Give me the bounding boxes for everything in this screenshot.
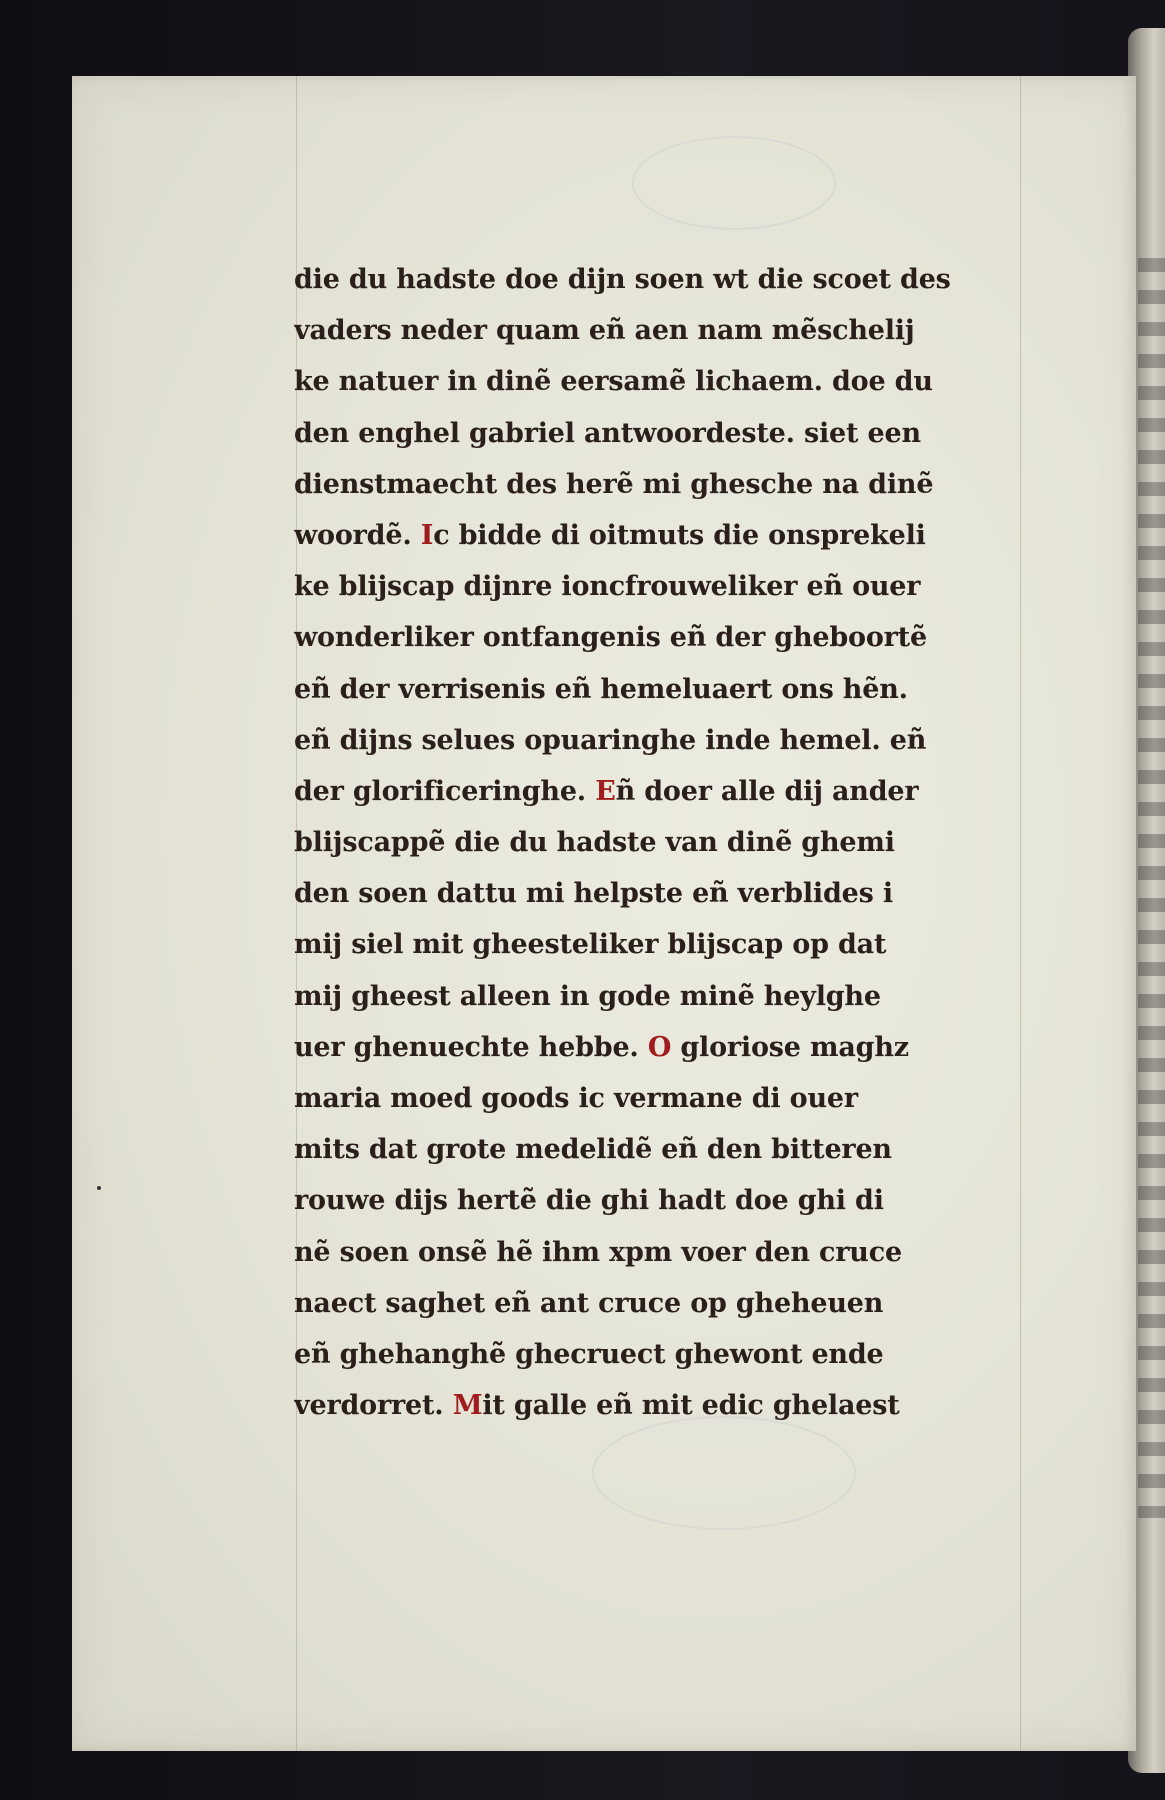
- text-segment: verdorret.: [294, 1390, 453, 1422]
- text-line: blijscappẽ die du hadste van dinẽ ghemi: [294, 827, 895, 859]
- text-line: vaders neder quam eñ aen nam mẽschelij: [294, 315, 915, 347]
- text-line: ke blijscap dijnre ioncfrouweliker eñ ouer: [294, 571, 921, 603]
- ink-speck: [97, 1186, 101, 1190]
- showthrough-flourish-top: [632, 136, 836, 230]
- text-line: mij gheest alleen in gode minẽ heylghe: [294, 980, 881, 1012]
- text-line: [294, 766, 1134, 817]
- showthrough-flourish-bottom: [592, 1416, 856, 1530]
- text-line: rouwe dijs hertẽ die ghi hadt doe ghi di: [294, 1185, 884, 1217]
- text-line: [294, 510, 1134, 561]
- text-line: eñ ghehanghẽ ghecruect ghewont ende: [294, 1338, 884, 1370]
- text-line: maria moed goods ic vermane di ouer: [294, 1083, 858, 1114]
- text-line: [294, 1380, 1134, 1431]
- showthrough-text: [1138, 258, 1165, 1518]
- text-segment: uer ghenuechte hebbe.: [294, 1031, 648, 1063]
- text-line: eñ der verrisenis eñ hemeluaert ons hẽn.: [294, 673, 908, 705]
- text-line: naect saghet eñ ant cruce op gheheuen: [294, 1287, 884, 1319]
- text-segment: gloriose maghz: [671, 1031, 909, 1063]
- text-line: die du hadste doe dijn soen wt die scoet des: [294, 264, 951, 295]
- manuscript-text: [294, 254, 1134, 1431]
- text-segment: ñ doer alle dij ander: [615, 775, 919, 807]
- text-segment: woordẽ.: [294, 519, 421, 551]
- rubricated-initial: M: [452, 1390, 483, 1422]
- text-line: wonderliker ontfangenis eñ der gheboortẽ: [294, 622, 927, 654]
- text-line: mij siel mit gheesteliker blijscap op dat: [294, 929, 887, 961]
- text-line: dienstmaecht des herẽ mi ghesche na dinẽ: [294, 468, 934, 500]
- text-line: nẽ soen onsẽ hẽ ihm xpm voer den cruce: [294, 1236, 902, 1268]
- text-segment: der glorificeringhe.: [294, 775, 596, 807]
- text-line: den enghel gabriel antwoordeste. siet een: [294, 417, 921, 449]
- rubricated-initial: I: [420, 519, 434, 551]
- text-line: mits dat grote medelidẽ eñ den bitteren: [294, 1134, 892, 1166]
- text-line: ke natuer in dinẽ eersamẽ lichaem. doe du: [294, 366, 933, 398]
- text-line: [294, 1022, 1134, 1073]
- text-line: den soen dattu mi helpste eñ verblides i: [294, 878, 893, 910]
- rubricated-initial: O: [647, 1031, 672, 1063]
- text-line: eñ dijns selues opuaringhe inde hemel. eñ: [294, 724, 927, 756]
- text-segment: it galle eñ mit edic ghelaest: [482, 1390, 900, 1422]
- rubricated-initial: E: [595, 775, 616, 807]
- manuscript-page: [72, 76, 1136, 1751]
- text-segment: c bidde di oitmuts die onsprekeli: [433, 519, 926, 551]
